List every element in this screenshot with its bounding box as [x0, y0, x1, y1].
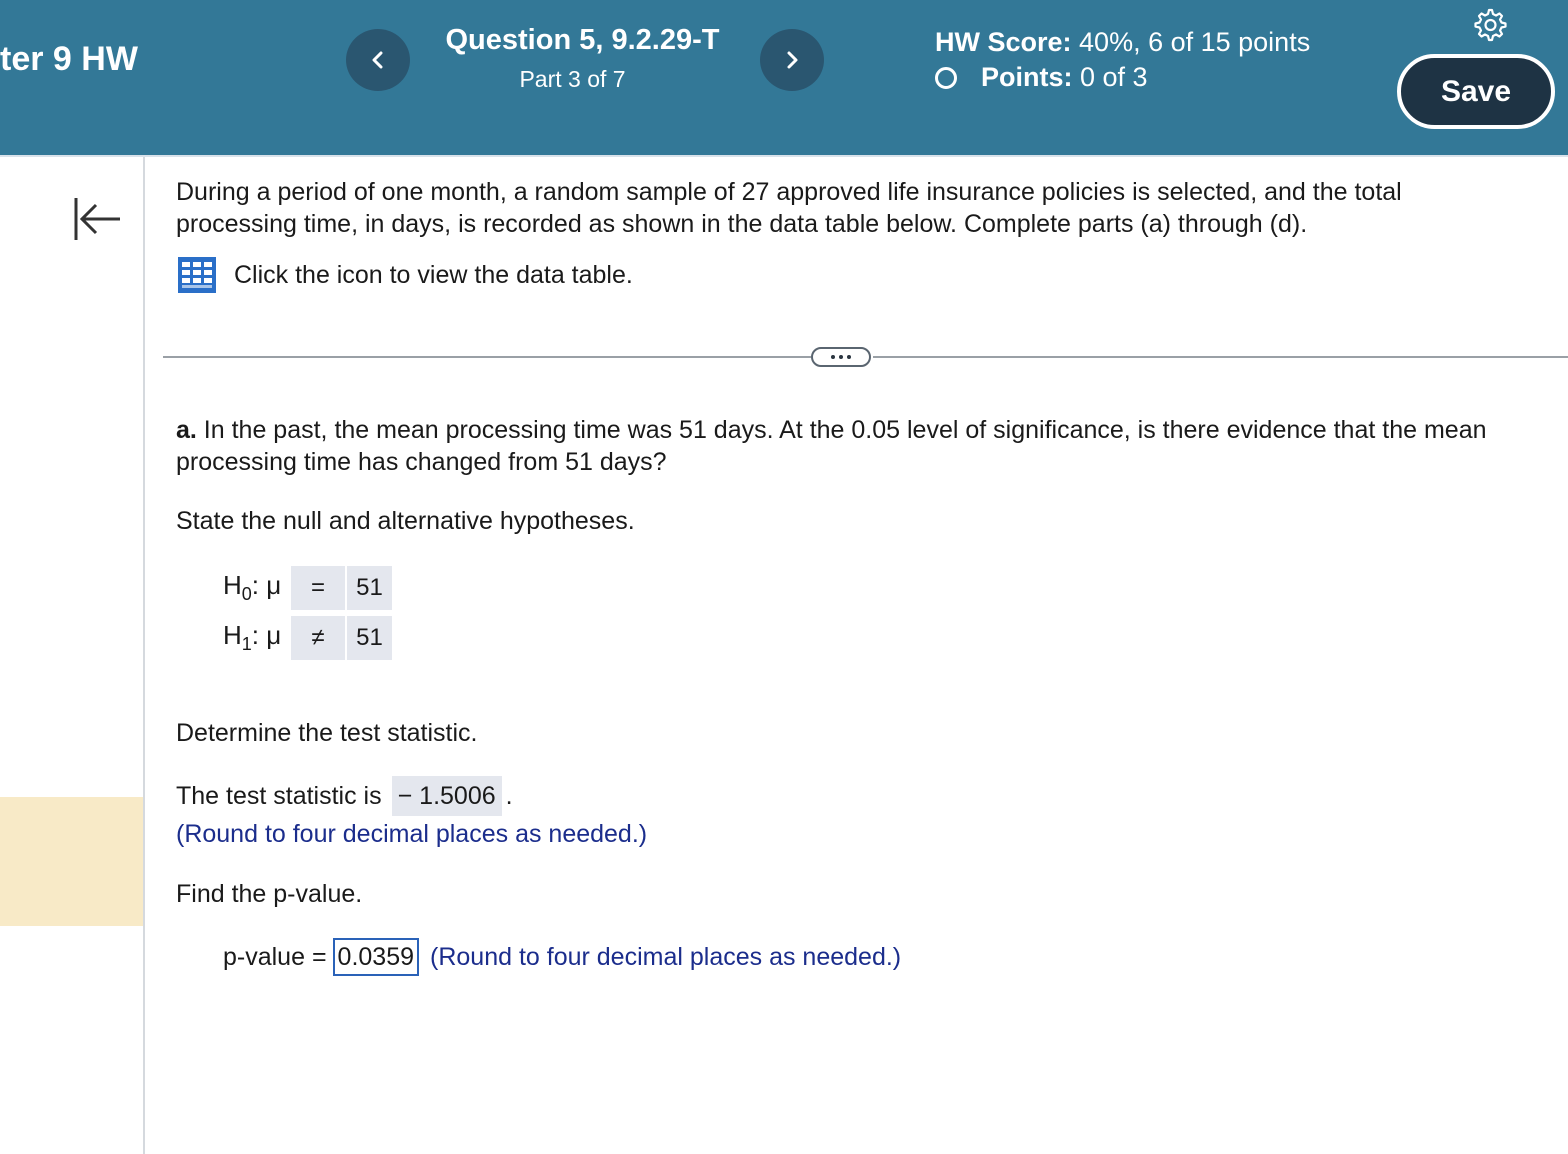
p-value-label: p-value = — [223, 942, 327, 971]
assignment-title: ter 9 HW — [0, 40, 138, 78]
points — [935, 62, 1148, 93]
alternative-hypothesis-row — [223, 616, 392, 660]
hw-score-label: HW Score: — [935, 27, 1072, 57]
points-value: 0 of 3 — [1072, 62, 1148, 92]
null-hypothesis-row — [223, 566, 392, 610]
next-question-button[interactable] — [760, 29, 824, 91]
divider — [163, 356, 811, 358]
data-table-link-row[interactable] — [178, 257, 633, 293]
p-value-round-note: (Round to four decimal places as needed.) — [430, 942, 902, 971]
null-hypothesis-label: $H_0$: μ — [223, 570, 282, 605]
current-part-highlight — [0, 797, 143, 926]
part-a-text: In the past, the mean processing time was 51 days. At the 0.05 level of significance, is there evidence that the mean processing time has changed from 51 days? — [176, 416, 1487, 476]
left-sidebar — [0, 157, 145, 1154]
top-header — [0, 0, 1568, 157]
test-statistic-row — [176, 776, 513, 816]
hw-score — [935, 27, 1310, 58]
test-statistic-period: . — [505, 781, 513, 810]
collapse-left-icon[interactable] — [72, 194, 122, 244]
data-table-icon[interactable] — [178, 257, 216, 293]
data-table-link[interactable]: Click the icon to view the data table. — [234, 260, 633, 289]
hw-score-value: 40%, 6 of 15 points — [1071, 27, 1311, 57]
problem-intro: During a period of one month, a random sample of 27 approved life insurance policies is selected, and the total processing time, in days, is recorded as shown in the data table below. Complete parts (a) through (d). — [176, 178, 1402, 238]
alternative-hypothesis-label: $H_1$: μ — [223, 620, 282, 655]
points-status-icon — [935, 67, 957, 89]
part-a-label: a. — [176, 416, 197, 444]
chevron-left-icon — [371, 50, 385, 70]
question-title: Question 5, 9.2.29-T — [445, 24, 720, 56]
null-operator-select[interactable]: = — [291, 566, 345, 610]
save-button[interactable]: Save — [1397, 54, 1555, 129]
p-value-input[interactable]: 0.0359 — [333, 938, 419, 976]
alternative-value-input[interactable]: 51 — [347, 616, 392, 660]
find-p-value-prompt: Find the p-value. — [176, 880, 363, 908]
divider — [873, 356, 1568, 358]
round-note: (Round to four decimal places as needed.) — [176, 820, 648, 848]
test-statistic-label: The test statistic is — [176, 781, 382, 810]
chevron-right-icon — [785, 50, 799, 70]
gear-icon[interactable] — [1471, 7, 1507, 43]
test-statistic-input[interactable]: − 1.5006 — [392, 776, 502, 816]
previous-question-button[interactable] — [346, 29, 410, 91]
part-a-question — [176, 414, 1556, 478]
ellipsis-icon — [831, 355, 835, 359]
expand-ellipsis-button[interactable] — [811, 347, 871, 367]
question-part: Part 3 of 7 — [519, 66, 626, 92]
p-value-row — [223, 938, 901, 976]
state-hypotheses-prompt: State the null and alternative hypotheses. — [176, 507, 635, 535]
alternative-operator-select[interactable]: ≠ — [291, 616, 345, 660]
points-label: Points: — [981, 62, 1073, 92]
test-statistic-prompt: Determine the test statistic. — [176, 719, 478, 747]
null-value-input[interactable]: 51 — [347, 566, 392, 610]
